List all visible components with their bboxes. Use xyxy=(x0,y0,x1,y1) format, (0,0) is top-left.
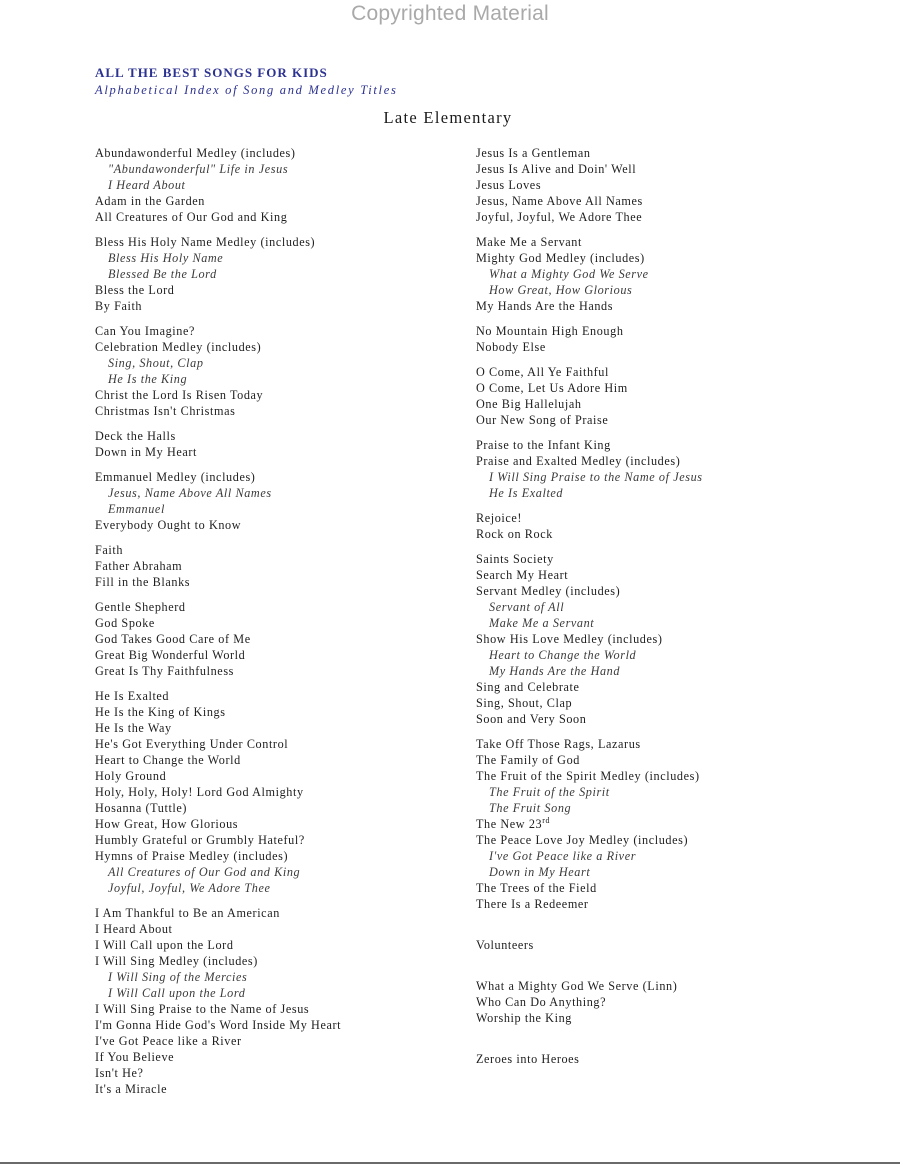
series-title: ALL THE BEST SONGS FOR KIDS xyxy=(95,65,328,80)
index-letter-group xyxy=(95,428,341,460)
entry-text: The Fruit Song xyxy=(489,801,572,815)
song-title-entry xyxy=(476,736,703,752)
entry-text: The Fruit of the Spirit xyxy=(489,785,610,799)
entry-text: Faith xyxy=(95,543,124,557)
index-letter-group xyxy=(476,736,703,912)
song-title-entry xyxy=(95,832,341,848)
index-letter-group xyxy=(476,145,703,225)
entry-text: I Will Sing of the Mercies xyxy=(108,970,248,984)
song-title-entry xyxy=(95,953,341,969)
song-title-entry xyxy=(476,250,703,266)
song-title-entry xyxy=(95,736,341,752)
song-title-entry xyxy=(95,784,341,800)
entry-text: I Heard About xyxy=(95,922,173,936)
right-column xyxy=(476,145,703,1076)
entry-text: He Is the Way xyxy=(95,721,172,735)
song-title-entry xyxy=(95,209,341,225)
index-letter-group xyxy=(476,364,703,428)
song-title-entry xyxy=(476,453,703,469)
medley-song-entry xyxy=(476,848,703,864)
entry-text: Our New Song of Praise xyxy=(476,413,609,427)
entry-text: He's Got Everything Under Control xyxy=(95,737,289,751)
entry-text: He Is Exalted xyxy=(489,486,564,500)
entry-text: The Peace Love Joy Medley (includes) xyxy=(476,833,689,847)
song-title-entry xyxy=(476,896,703,912)
entry-text: My Hands Are the Hand xyxy=(489,664,621,678)
entry-text: Adam in the Garden xyxy=(95,194,205,208)
index-letter-group xyxy=(476,510,703,542)
song-title-entry xyxy=(476,832,703,848)
song-title-entry xyxy=(95,768,341,784)
song-title-entry xyxy=(95,1049,341,1065)
index-letter-group xyxy=(476,437,703,501)
song-title-entry xyxy=(95,145,341,161)
entry-text: Gentle Shepherd xyxy=(95,600,186,614)
medley-song-entry xyxy=(476,615,703,631)
entry-text: How Great, How Glorious xyxy=(489,283,633,297)
song-title-entry xyxy=(476,937,703,953)
medley-song-entry xyxy=(95,880,341,896)
medley-song-entry xyxy=(476,647,703,663)
song-title-entry xyxy=(95,282,341,298)
index-letter-group xyxy=(476,1051,703,1067)
medley-song-entry xyxy=(476,784,703,800)
entry-text: Humbly Grateful or Grumbly Hateful? xyxy=(95,833,305,847)
index-letter-group xyxy=(476,978,703,1026)
song-title-entry xyxy=(95,647,341,663)
entry-text: Blessed Be the Lord xyxy=(108,267,217,281)
song-title-entry xyxy=(95,387,341,403)
medley-song-entry xyxy=(95,161,341,177)
copyright-watermark: Copyrighted Material xyxy=(351,2,549,25)
song-title-entry xyxy=(476,177,703,193)
entry-text: He Is the King of Kings xyxy=(95,705,226,719)
entry-text: "Abundawonderful" Life in Jesus xyxy=(108,162,289,176)
song-title-entry xyxy=(95,193,341,209)
song-title-entry xyxy=(476,339,703,355)
entry-text: What a Mighty God We Serve (Linn) xyxy=(476,979,678,993)
entry-text: Sing and Celebrate xyxy=(476,680,580,694)
song-title-entry xyxy=(95,517,341,533)
page-header xyxy=(95,65,398,99)
entry-text: I've Got Peace like a River xyxy=(95,1034,242,1048)
entry-text: Jesus, Name Above All Names xyxy=(108,486,272,500)
entry-text: If You Believe xyxy=(95,1050,175,1064)
entry-text: Jesus Is Alive and Doin' Well xyxy=(476,162,637,176)
entry-text: I Heard About xyxy=(108,178,186,192)
song-title-entry xyxy=(476,145,703,161)
entry-text: Zeroes into Heroes xyxy=(476,1052,580,1066)
left-column xyxy=(95,145,341,1106)
song-title-entry xyxy=(95,921,341,937)
entry-text: Great Big Wonderful World xyxy=(95,648,246,662)
entry-text: The New 23 xyxy=(476,817,543,831)
entry-text: God Takes Good Care of Me xyxy=(95,632,251,646)
entry-text: Down in My Heart xyxy=(489,865,591,879)
entry-text: Joyful, Joyful, We Adore Thee xyxy=(476,210,643,224)
song-title-entry xyxy=(476,161,703,177)
song-title-entry xyxy=(95,444,341,460)
entry-text: By Faith xyxy=(95,299,143,313)
song-title-entry xyxy=(476,437,703,453)
index-letter-group xyxy=(95,234,341,314)
entry-text: God Spoke xyxy=(95,616,155,630)
index-letter-group xyxy=(95,145,341,225)
song-title-entry xyxy=(95,574,341,590)
entry-text: Great Is Thy Faithfulness xyxy=(95,664,234,678)
entry-text: I've Got Peace like a River xyxy=(489,849,637,863)
entry-text: There Is a Redeemer xyxy=(476,897,589,911)
entry-text: Servant Medley (includes) xyxy=(476,584,621,598)
entry-text: Hosanna (Tuttle) xyxy=(95,801,188,815)
group-spacer xyxy=(476,962,703,978)
medley-song-entry xyxy=(95,177,341,193)
song-title-entry xyxy=(95,905,341,921)
entry-text: Jesus Loves xyxy=(476,178,542,192)
song-title-entry xyxy=(476,1010,703,1026)
entry-text: I Will Sing Praise to the Name of Jesus xyxy=(489,470,703,484)
song-title-entry xyxy=(95,403,341,419)
song-title-entry xyxy=(95,298,341,314)
entry-text: It's a Miracle xyxy=(95,1082,168,1096)
group-spacer xyxy=(476,1035,703,1051)
entry-text: The Family of God xyxy=(476,753,580,767)
medley-song-entry xyxy=(476,266,703,282)
song-title-entry xyxy=(95,599,341,615)
song-title-entry xyxy=(95,469,341,485)
medley-song-entry xyxy=(476,663,703,679)
medley-song-entry xyxy=(95,355,341,371)
index-letter-group xyxy=(95,688,341,896)
entry-text: Make Me a Servant xyxy=(476,235,582,249)
entry-text: Christmas Isn't Christmas xyxy=(95,404,236,418)
entry-text: Christ the Lord Is Risen Today xyxy=(95,388,264,402)
entry-text: Rejoice! xyxy=(476,511,523,525)
song-title-entry xyxy=(95,800,341,816)
song-title-entry xyxy=(95,558,341,574)
medley-song-entry xyxy=(476,599,703,615)
song-title-entry xyxy=(476,631,703,647)
song-title-entry xyxy=(476,551,703,567)
entry-text: My Hands Are the Hands xyxy=(476,299,614,313)
medley-song-entry xyxy=(476,469,703,485)
song-title-entry xyxy=(95,688,341,704)
medley-song-entry xyxy=(95,485,341,501)
medley-song-entry xyxy=(476,485,703,501)
song-title-entry xyxy=(476,526,703,542)
entry-text: All Creatures of Our God and King xyxy=(108,865,301,879)
entry-text: Saints Society xyxy=(476,552,554,566)
medley-song-entry xyxy=(95,864,341,880)
song-title-entry xyxy=(95,752,341,768)
song-title-entry xyxy=(476,583,703,599)
song-title-entry xyxy=(476,364,703,380)
index-subtitle: Alphabetical Index of Song and Medley Titles xyxy=(95,83,398,97)
entry-text: Sing, Shout, Clap xyxy=(108,356,204,370)
medley-song-entry xyxy=(95,985,341,1001)
entry-text: Praise to the Infant King xyxy=(476,438,611,452)
entry-text: Nobody Else xyxy=(476,340,546,354)
entry-text: Jesus, Name Above All Names xyxy=(476,194,643,208)
song-title-entry xyxy=(95,234,341,250)
song-title-entry xyxy=(476,298,703,314)
entry-text: I Am Thankful to Be an American xyxy=(95,906,280,920)
song-title-entry xyxy=(95,631,341,647)
song-title-entry xyxy=(95,615,341,631)
entry-text: I Will Call upon the Lord xyxy=(95,938,234,952)
entry-text: Abundawonderful Medley (includes) xyxy=(95,146,296,160)
entry-text: Volunteers xyxy=(476,938,534,952)
song-title-entry xyxy=(476,768,703,784)
song-title-entry xyxy=(476,412,703,428)
index-letter-group xyxy=(95,599,341,679)
entry-text: Search My Heart xyxy=(476,568,569,582)
index-letter-group xyxy=(95,542,341,590)
entry-text: The Trees of the Field xyxy=(476,881,597,895)
song-title-entry xyxy=(476,978,703,994)
entry-text: He Is Exalted xyxy=(95,689,170,703)
song-title-entry xyxy=(95,848,341,864)
song-title-entry xyxy=(476,752,703,768)
group-spacer xyxy=(476,921,703,937)
medley-song-entry xyxy=(476,864,703,880)
song-title-entry xyxy=(476,510,703,526)
song-title-entry xyxy=(476,193,703,209)
entry-text: Can You Imagine? xyxy=(95,324,195,338)
song-title-entry xyxy=(95,1033,341,1049)
medley-song-entry xyxy=(95,501,341,517)
song-title-entry xyxy=(476,880,703,896)
entry-text: O Come, Let Us Adore Him xyxy=(476,381,628,395)
entry-text: I Will Sing Praise to the Name of Jesus xyxy=(95,1002,310,1016)
entry-text: All Creatures of Our God and King xyxy=(95,210,288,224)
entry-text: How Great, How Glorious xyxy=(95,817,239,831)
entry-text: Heart to Change the World xyxy=(489,648,637,662)
medley-song-entry xyxy=(95,266,341,282)
song-title-entry xyxy=(476,816,703,832)
entry-text: Praise and Exalted Medley (includes) xyxy=(476,454,681,468)
entry-superscript: rd xyxy=(542,815,551,825)
entry-text: Emmanuel xyxy=(108,502,165,516)
index-letter-group xyxy=(95,905,341,1097)
index-letter-group xyxy=(476,234,703,314)
medley-song-entry xyxy=(476,282,703,298)
song-title-entry xyxy=(476,994,703,1010)
song-title-entry xyxy=(95,937,341,953)
song-title-entry xyxy=(476,695,703,711)
medley-song-entry xyxy=(95,250,341,266)
entry-text: Bless His Holy Name xyxy=(108,251,224,265)
song-title-entry xyxy=(476,396,703,412)
entry-text: He Is the King xyxy=(108,372,188,386)
index-letter-group xyxy=(95,323,341,419)
entry-text: Fill in the Blanks xyxy=(95,575,191,589)
entry-text: Isn't He? xyxy=(95,1066,144,1080)
entry-text: Show His Love Medley (includes) xyxy=(476,632,663,646)
entry-text: Holy Ground xyxy=(95,769,167,783)
entry-text: Who Can Do Anything? xyxy=(476,995,607,1009)
entry-text: Take Off Those Rags, Lazarus xyxy=(476,737,641,751)
song-title-entry xyxy=(95,1081,341,1097)
medley-song-entry xyxy=(476,800,703,816)
song-title-entry xyxy=(476,711,703,727)
entry-text: Mighty God Medley (includes) xyxy=(476,251,645,265)
entry-text: Hymns of Praise Medley (includes) xyxy=(95,849,289,863)
song-title-entry xyxy=(95,720,341,736)
song-title-entry xyxy=(95,339,341,355)
song-title-entry xyxy=(476,209,703,225)
song-title-entry xyxy=(95,1017,341,1033)
section-heading: Late Elementary xyxy=(383,108,513,127)
entry-text: Jesus Is a Gentleman xyxy=(476,146,591,160)
song-title-entry xyxy=(95,663,341,679)
entry-text: I Will Sing Medley (includes) xyxy=(95,954,258,968)
entry-text: What a Mighty God We Serve xyxy=(489,267,649,281)
song-title-entry xyxy=(476,323,703,339)
entry-text: The Fruit of the Spirit Medley (includes) xyxy=(476,769,700,783)
index-letter-group xyxy=(476,551,703,727)
entry-text: Father Abraham xyxy=(95,559,183,573)
entry-text: Celebration Medley (includes) xyxy=(95,340,262,354)
entry-text: Emmanuel Medley (includes) xyxy=(95,470,256,484)
entry-text: One Big Hallelujah xyxy=(476,397,582,411)
song-title-entry xyxy=(476,1051,703,1067)
song-title-entry xyxy=(95,323,341,339)
entry-text: Soon and Very Soon xyxy=(476,712,587,726)
entry-text: No Mountain High Enough xyxy=(476,324,624,338)
entry-text: I'm Gonna Hide God's Word Inside My Heart xyxy=(95,1018,342,1032)
song-title-entry xyxy=(476,234,703,250)
entry-text: Servant of All xyxy=(489,600,565,614)
song-title-entry xyxy=(95,1001,341,1017)
entry-text: Rock on Rock xyxy=(476,527,553,541)
entry-text: Bless His Holy Name Medley (includes) xyxy=(95,235,316,249)
song-title-entry xyxy=(476,679,703,695)
entry-text: Joyful, Joyful, We Adore Thee xyxy=(108,881,271,895)
song-title-entry xyxy=(95,1065,341,1081)
medley-song-entry xyxy=(95,371,341,387)
song-title-entry xyxy=(95,428,341,444)
entry-text: Down in My Heart xyxy=(95,445,198,459)
index-letter-group xyxy=(476,323,703,355)
entry-text: Worship the King xyxy=(476,1011,572,1025)
song-title-entry xyxy=(476,380,703,396)
song-title-entry xyxy=(95,704,341,720)
song-title-entry xyxy=(476,567,703,583)
song-title-entry xyxy=(95,542,341,558)
entry-text: Sing, Shout, Clap xyxy=(476,696,573,710)
entry-text: Heart to Change the World xyxy=(95,753,241,767)
entry-text: Everybody Ought to Know xyxy=(95,518,242,532)
entry-text: Bless the Lord xyxy=(95,283,175,297)
entry-text: Make Me a Servant xyxy=(489,616,595,630)
entry-text: I Will Call upon the Lord xyxy=(108,986,246,1000)
index-letter-group xyxy=(95,469,341,533)
entry-text: Deck the Halls xyxy=(95,429,176,443)
entry-text: Holy, Holy, Holy! Lord God Almighty xyxy=(95,785,304,799)
medley-song-entry xyxy=(95,969,341,985)
entry-text: O Come, All Ye Faithful xyxy=(476,365,609,379)
index-letter-group xyxy=(476,937,703,953)
song-title-entry xyxy=(95,816,341,832)
